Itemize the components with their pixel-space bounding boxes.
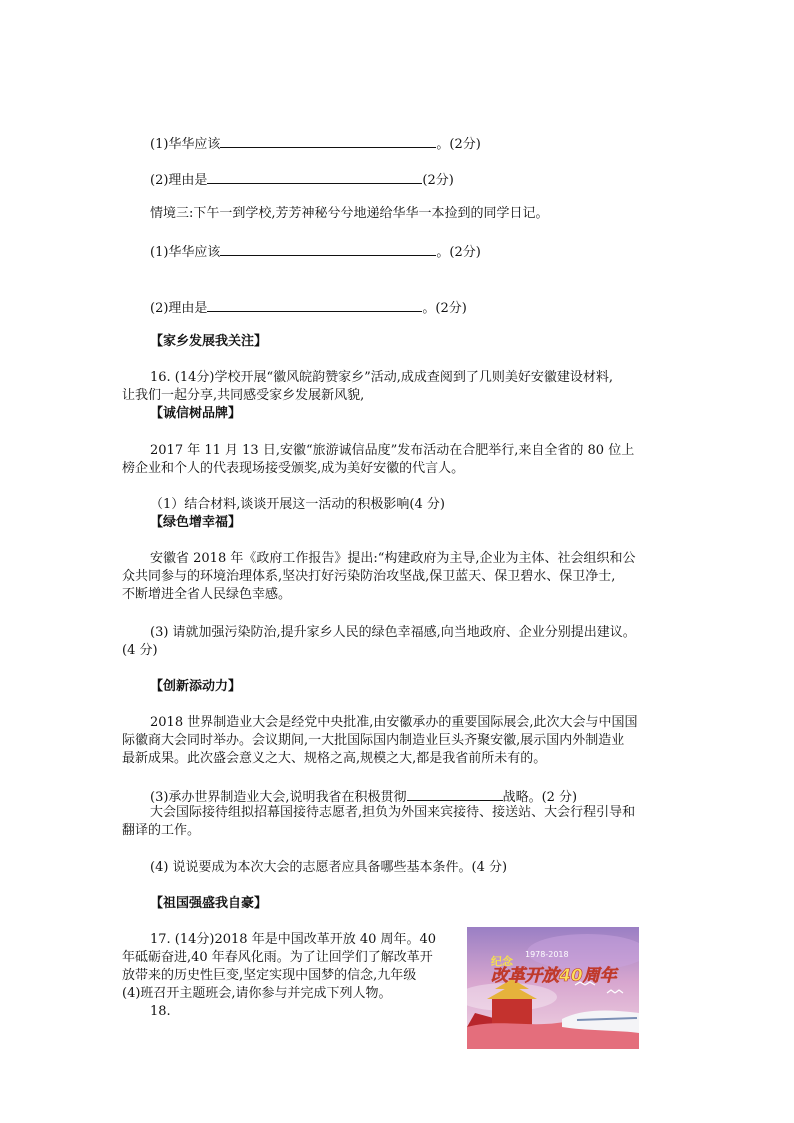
volunteer-line-2: 翻译的工作。 xyxy=(122,823,201,838)
q16-strategy-line: (3)承办世界制造业大会,说明我省在积极贯彻 战略。(2 分) xyxy=(150,787,577,806)
innovation-line-3: 最新成果。此次盛会意义之大、规格之高,规模之大,都是我省前所未有的。 xyxy=(122,751,547,766)
q16-intro-line-1: 16. (14分)学校开展“徽风皖韵赞家乡”活动,成成查阅到了几则美好安徽建设材料, xyxy=(150,370,614,385)
poster-small-text: 纪念 xyxy=(491,955,513,968)
section-heading-integrity: 【诚信树品牌】 xyxy=(150,406,242,421)
q15-line-3: (1)华华应该 。(2分) xyxy=(150,242,481,261)
innovation-line-1: 2018 世界制造业大会是经党中央批准,由安徽承办的重要国际展会,此次大会与中国国 xyxy=(150,715,638,730)
q15-line-2: (2)理由是 (2分) xyxy=(150,170,454,189)
poster-title: 改革开放40周年 xyxy=(491,966,617,986)
volunteer-line-1: 大会国际接待组拟招幕国接待志愿者,担负为外国来宾接待、接送站、大会行程引导和 xyxy=(150,805,636,820)
section-heading-country: 【祖国强盛我自豪】 xyxy=(150,896,268,911)
section-heading-innovation: 【创新添动力】 xyxy=(150,679,242,694)
answer-blank[interactable] xyxy=(407,787,503,801)
q16-intro-line-2: 让我们一起分享,共同感受家乡发展新风貌, xyxy=(122,388,365,403)
q17-line-3: 放带来的历史性巨变,坚定实现中国梦的信念,九年级 xyxy=(122,968,417,983)
q17-line-1: 17. (14分)2018 年是中国改革开放 40 周年。40 xyxy=(150,932,437,947)
poster-illustration xyxy=(467,927,639,1049)
section-heading-hometown: 【家乡发展我关注】 xyxy=(150,334,268,349)
q17-line-2: 年砥砺奋进,40 年春风化雨。为了让回学们了解改革开 xyxy=(122,950,433,965)
answer-blank[interactable] xyxy=(220,134,436,148)
q15-line-1: (1)华华应该 。(2分) xyxy=(150,134,481,153)
answer-blank[interactable] xyxy=(220,242,436,256)
q16-part-1: （1）结合材料,谈谈开展这一活动的积极影响(4 分) xyxy=(150,497,445,512)
q16-part-3-line-1: (3) 请就加强污染防治,提升家乡人民的绿色幸福感,向当地政府、企业分别提出建议。 xyxy=(150,625,636,640)
q18-number: 18. xyxy=(150,1004,171,1019)
green-line-1: 安徽省 2018 年《政府工作报告》提出:“构建政府为主导,企业为主体、社会组织和公 xyxy=(150,551,636,566)
answer-blank[interactable] xyxy=(207,298,422,312)
reform-anniversary-poster xyxy=(467,927,639,1049)
section-heading-green: 【绿色增幸福】 xyxy=(150,515,242,530)
integrity-line-1: 2017 年 11 月 13 日,安徽“旅游诚信品度”发布活动在合肥举行,来自全省的 80 位上 xyxy=(150,443,635,458)
green-line-2: 众共同参与的环境治理体系,坚决打好污染防治攻坚战,保卫蓝天、保卫碧水、保卫净士, xyxy=(122,569,616,584)
innovation-line-2: 际徽商大会同时举办。会议期间,一大批国际国内制造业巨头齐聚安徽,展示国内外制造业 xyxy=(122,733,625,748)
q16-part-3-line-2: (4 分) xyxy=(122,643,158,658)
poster-years: 1978-2018 xyxy=(525,950,569,959)
q15-line-4: (2)理由是 。(2分) xyxy=(150,298,467,317)
q16-part-4: (4) 说说要成为本次大会的志愿者应具备哪些基本条件。(4 分) xyxy=(150,860,508,875)
answer-blank[interactable] xyxy=(207,170,422,184)
q17-line-4: (4)班召开主题班会,请你参与并完成下列人物。 xyxy=(122,986,392,1001)
integrity-line-2: 榜企业和个人的代表现场接受颁奖,成为美好安徽的代言人。 xyxy=(122,461,465,476)
green-line-3: 不断增进全省人民绿色幸感。 xyxy=(122,587,292,602)
scene-three-text: 情境三:下午一到学校,芳芳神秘兮兮地递给华华一本捡到的同学日记。 xyxy=(150,206,549,221)
